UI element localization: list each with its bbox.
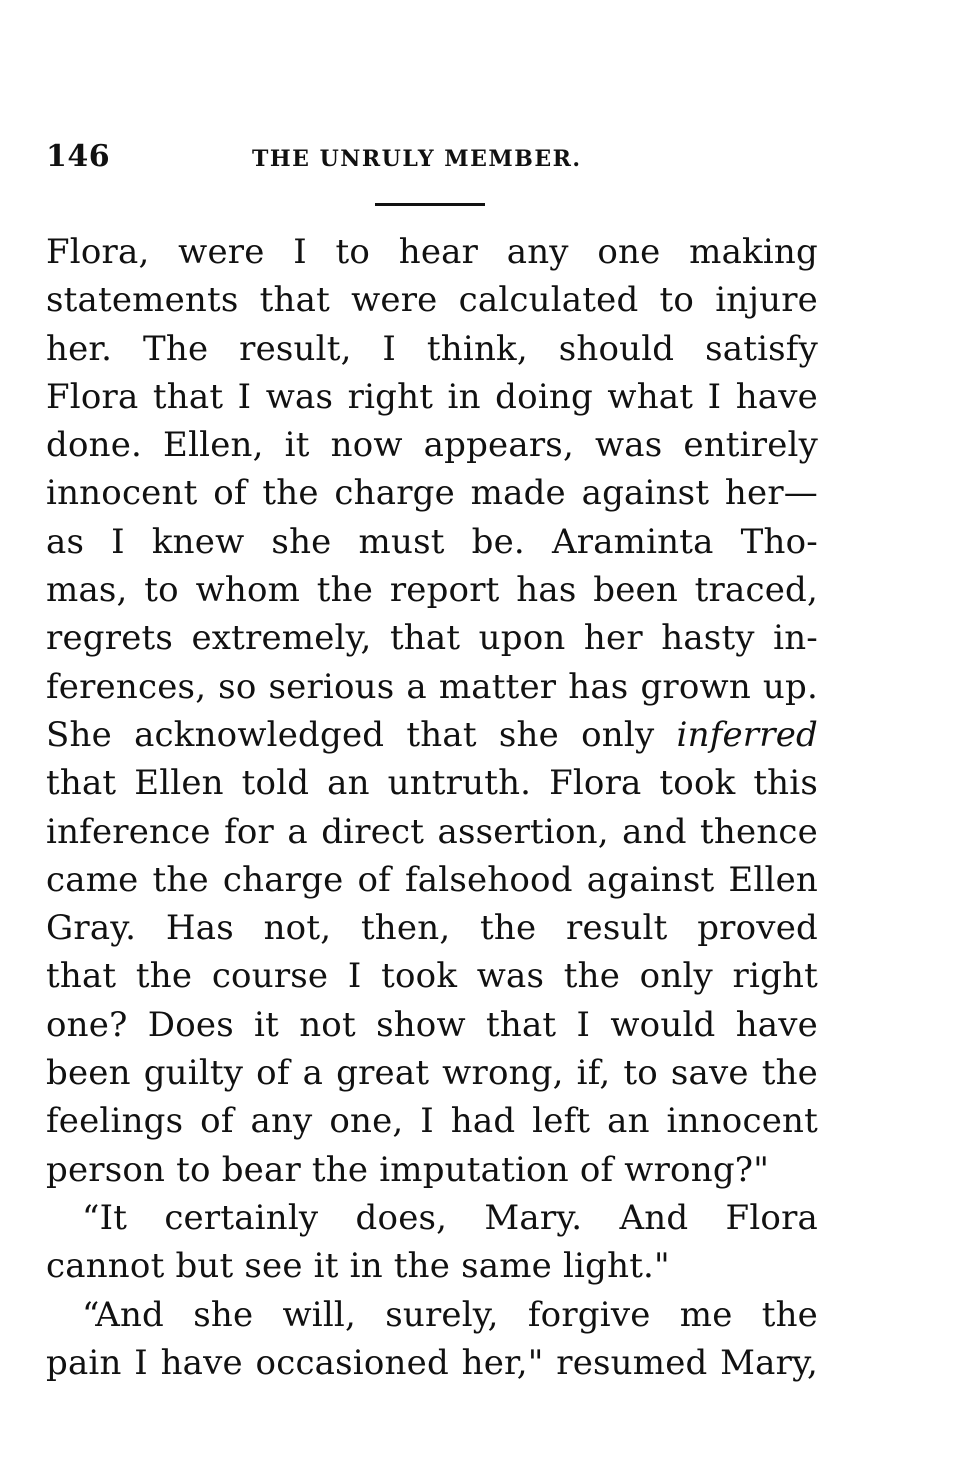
text-line: “And she will, surely, forgive me the <box>82 1294 818 1335</box>
text-line: cannot but see it in the same light." <box>46 1246 670 1287</box>
body-text <box>46 228 818 1387</box>
running-head: THE UNRULY MEMBER. <box>252 146 582 172</box>
text-line: been guilty of a great wrong, if, to save the <box>46 1053 818 1094</box>
text-line: person to bear the imputation of wrong?" <box>46 1149 770 1190</box>
text-line: inference for a direct assertion, and thence <box>46 811 818 852</box>
text-line: one? Does it not show that I would have <box>46 1004 818 1045</box>
text-line: Flora, were I to hear any one making <box>46 232 818 272</box>
text-line: done. Ellen, it now appears, was entirely <box>46 425 818 466</box>
text-line: feelings of any one, I had left an innocent <box>46 1101 818 1142</box>
text-line: that Ellen told an untruth. Flora took this <box>46 763 818 804</box>
text-line: pain I have occasioned her," resumed Mary, <box>46 1342 818 1383</box>
text-line: regrets extremely, that upon her hasty in- <box>46 618 818 659</box>
text-line: Gray. Has not, then, the result proved <box>46 908 818 949</box>
text-line-with-italic <box>46 711 818 759</box>
text-line: that the course I took was the only right <box>46 956 818 997</box>
text-line: mas, to whom the report has been traced, <box>46 570 818 611</box>
text-line: came the charge of falsehood against Ellen <box>46 859 818 900</box>
text-line: “It certainly does, Mary. And Flora <box>82 1197 818 1238</box>
text-line: ferences, so serious a matter has grown up. <box>46 666 818 707</box>
page-number: 146 <box>46 139 111 174</box>
text-segment: She acknowledged that she only <box>46 714 677 755</box>
italic-word: inferred <box>676 714 818 755</box>
text-line: innocent of the charge made against her— <box>46 473 818 514</box>
text-line: her. The result, I think, should satisfy <box>46 328 818 369</box>
text-line: statements that were calculated to injure <box>46 280 818 321</box>
text-line: Flora that I was right in doing what I have <box>46 376 818 417</box>
header-rule <box>375 203 485 206</box>
text-line: as I knew she must be. Araminta Tho- <box>46 521 818 562</box>
